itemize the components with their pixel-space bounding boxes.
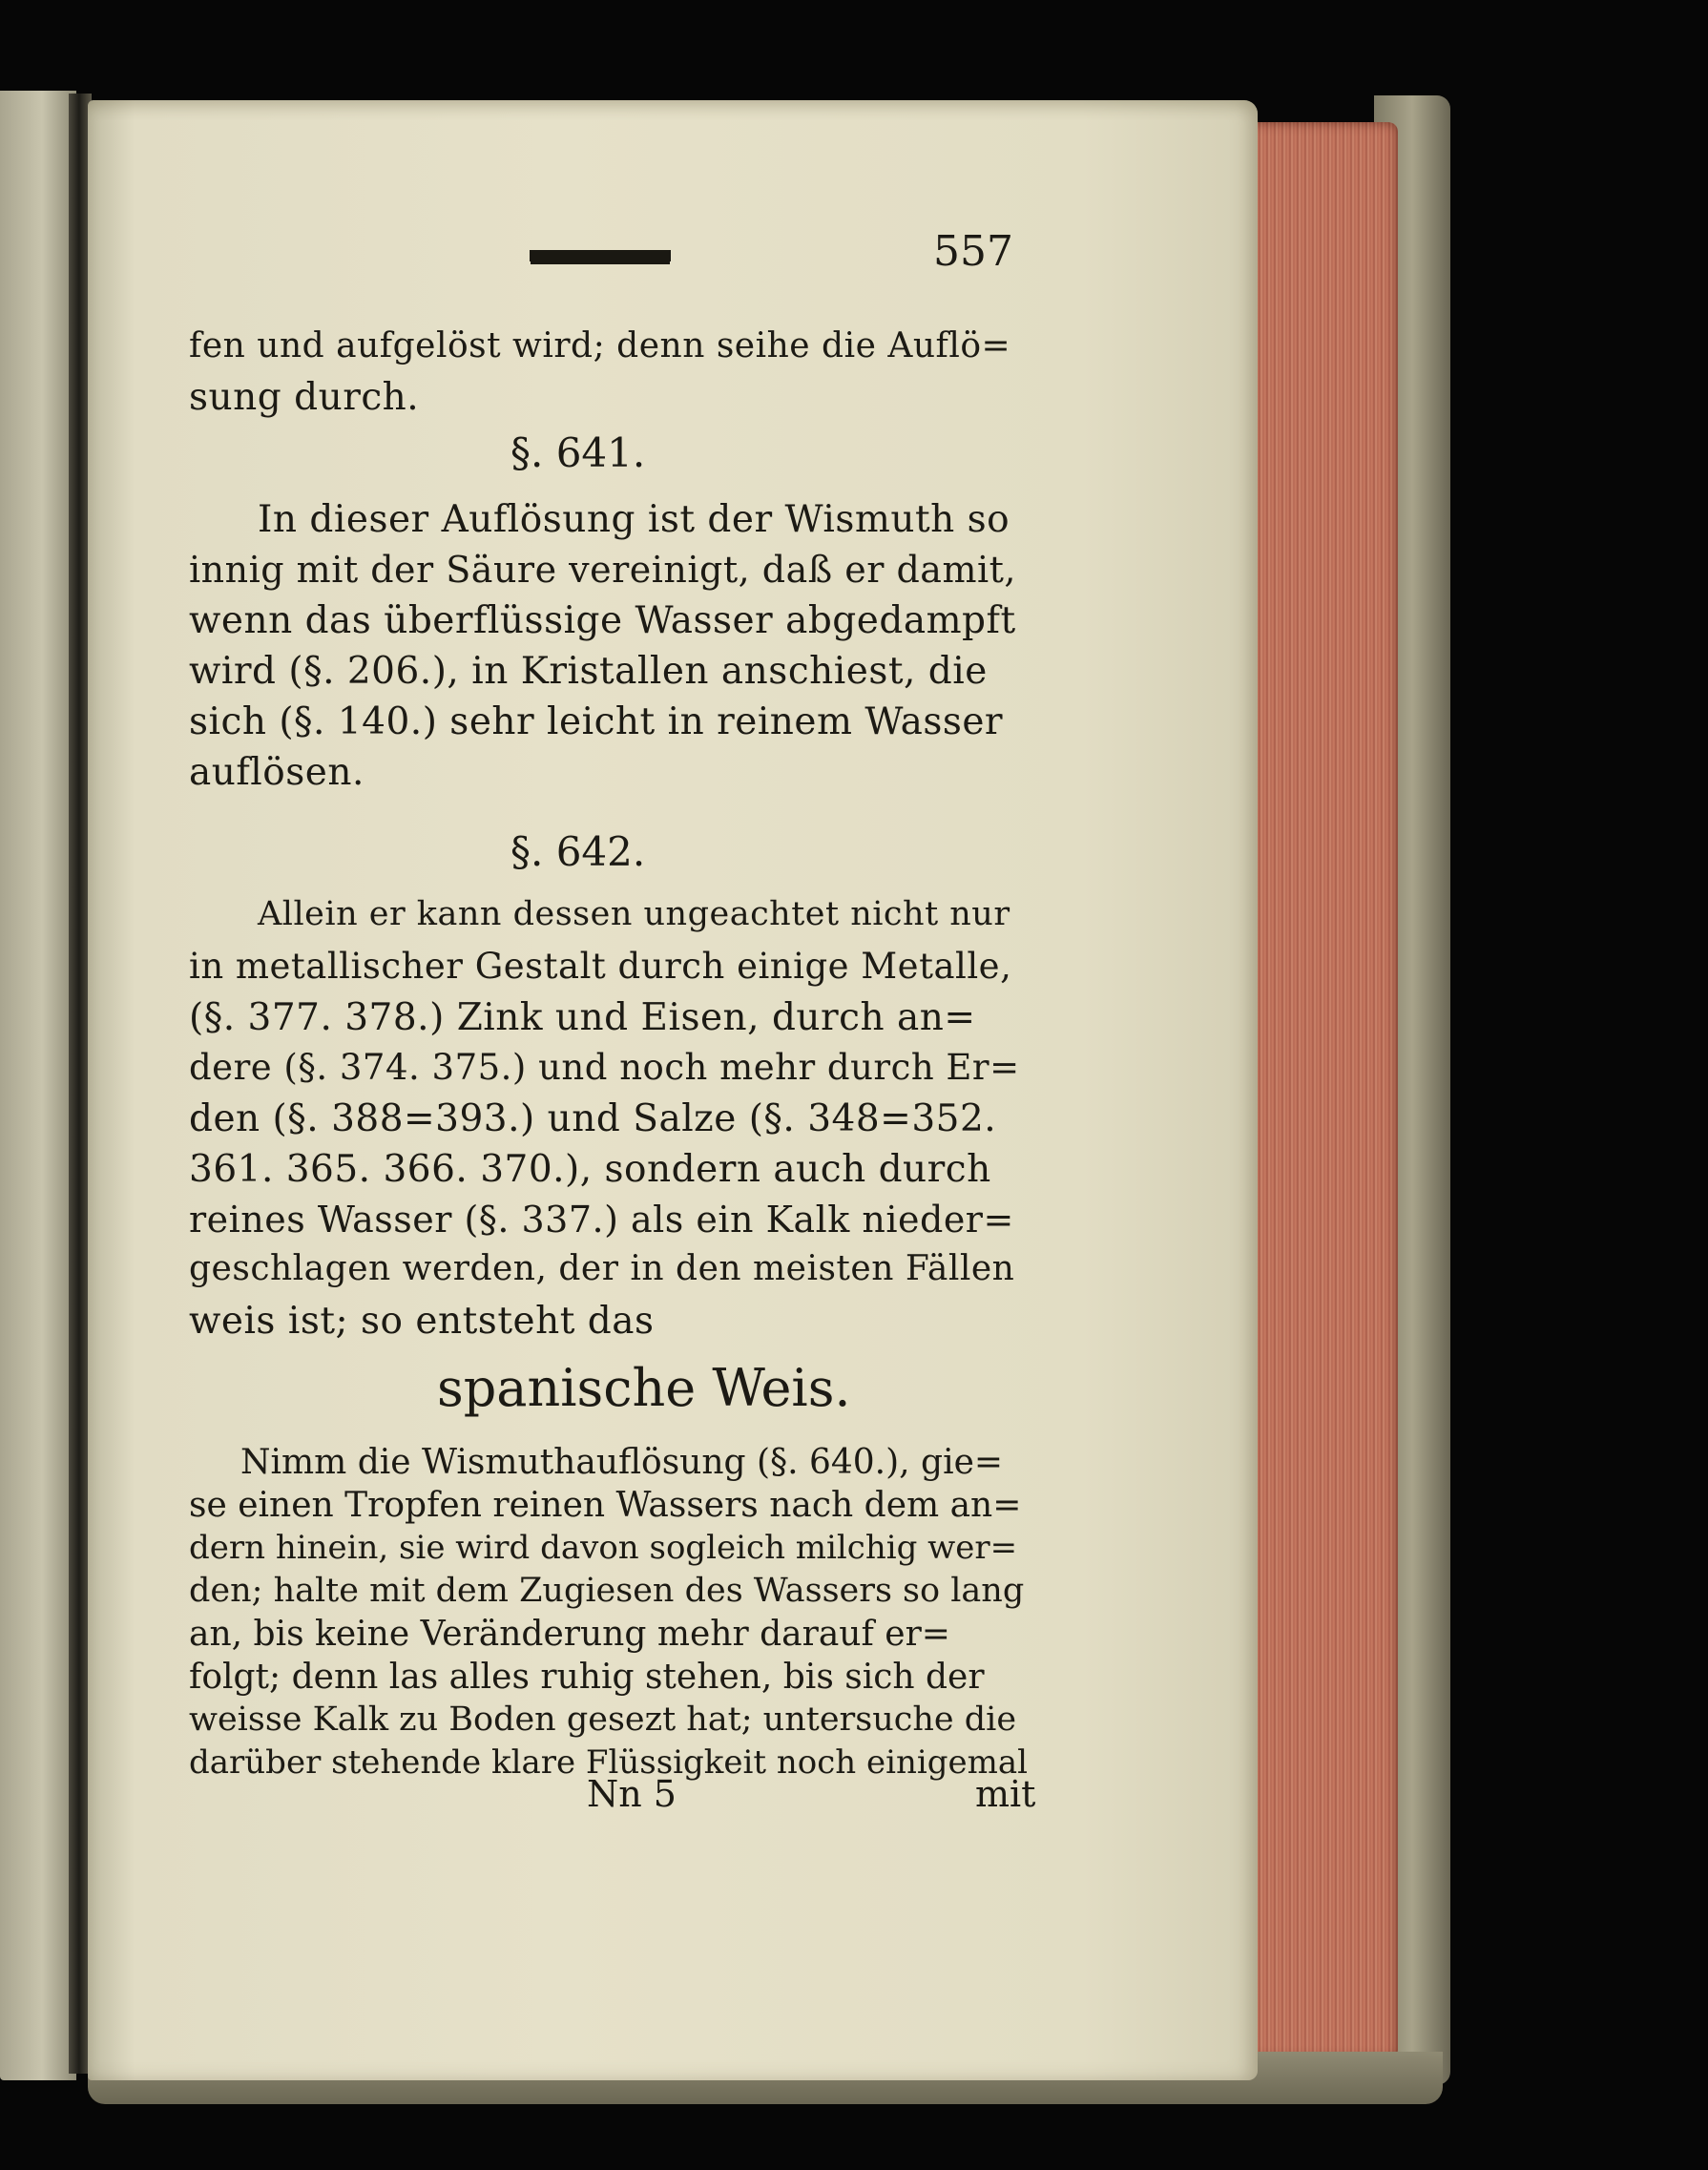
- page-block-edges: [1240, 122, 1398, 2059]
- page-number: 557: [933, 227, 1013, 276]
- text-line: wenn das überflüssige Wasser abgedampft: [189, 599, 1016, 642]
- text-line: se einen Tropfen reinen Wassers nach dem an=: [189, 1486, 1022, 1525]
- header-rule: [530, 250, 671, 261]
- text-line: Allein er kann dessen ungeachtet nicht nur: [258, 895, 1010, 933]
- text-line: sung durch.: [189, 376, 420, 419]
- text-line: Nimm die Wismuthauflösung (§. 640.), gie=: [240, 1443, 1004, 1482]
- text-line: weis ist; so entsteht das: [189, 1300, 655, 1343]
- section-number: §. 642.: [510, 828, 646, 875]
- text-line: den; halte mit dem Zugiesen des Wassers so lang: [189, 1572, 1025, 1610]
- catchword: mit: [975, 1773, 1036, 1815]
- text-line: darüber stehende klare Flüssigkeit noch einigemal: [189, 1743, 1029, 1782]
- text-line: in metallischer Gestalt durch einige Metalle,: [189, 946, 1012, 987]
- text-line: auflösen.: [189, 751, 365, 794]
- text-line: weisse Kalk zu Boden gesezt hat; untersuche die: [189, 1701, 1017, 1739]
- text-line: innig mit der Säure vereinigt, daß er damit,: [189, 549, 1016, 591]
- text-line: reines Wasser (§. 337.) als ein Kalk nieder=: [189, 1199, 1014, 1241]
- recipe-heading: spanische Weis.: [437, 1358, 851, 1418]
- previous-page-edge: [0, 91, 76, 2080]
- text-line: fen und aufgelöst wird; denn seihe die Auflö=: [189, 326, 1011, 365]
- text-line: geschlagen werden, der in den meisten Fällen: [189, 1249, 1015, 1288]
- text-line: an, bis keine Veränderung mehr darauf er=: [189, 1615, 950, 1654]
- text-line: folgt; denn las alles ruhig stehen, bis sich der: [189, 1658, 985, 1697]
- signature-mark: Nn 5: [587, 1773, 677, 1815]
- text-line: dere (§. 374. 375.) und noch mehr durch Er=: [189, 1047, 1020, 1088]
- text-line: wird (§. 206.), in Kristallen anschiest, die: [189, 650, 988, 693]
- text-line: 361. 365. 366. 370.), sondern auch durch: [189, 1148, 991, 1191]
- text-line: In dieser Auflösung ist der Wismuth so: [258, 498, 1010, 541]
- text-line: dern hinein, sie wird davon sogleich milchig wer=: [189, 1529, 1018, 1567]
- text-line: sich (§. 140.) sehr leicht in reinem Wasser: [189, 700, 1004, 743]
- text-line: den (§. 388=393.) und Salze (§. 348=352.: [189, 1097, 997, 1140]
- section-number: §. 641.: [510, 429, 646, 476]
- text-line: (§. 377. 378.) Zink und Eisen, durch an=: [189, 996, 976, 1039]
